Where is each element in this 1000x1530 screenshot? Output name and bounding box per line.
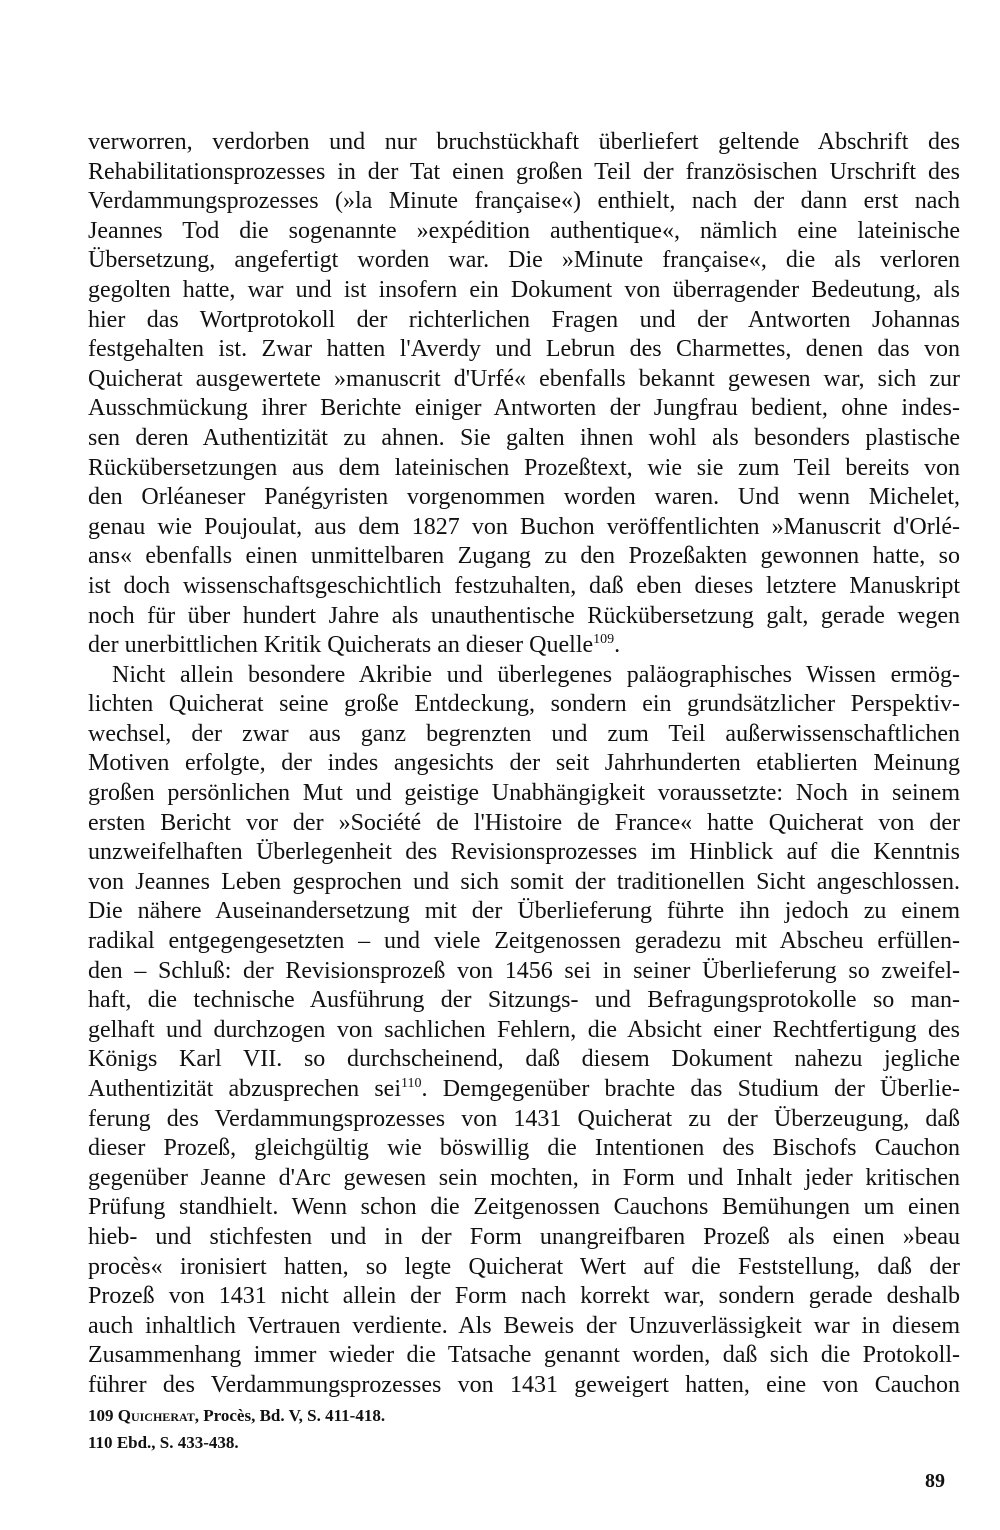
text-line: noch für über hundert Jahre als unauthentische Rückübersetzung galt, gerade wegen <box>88 602 960 629</box>
text-line: verworren, verdorben und nur bruchstückhaft überliefert geltende Abschrift des <box>88 129 960 155</box>
text-line: den Orléaneser Panégyristen vorgenommen worden waren. Und wenn Michelet, <box>88 484 960 511</box>
paragraph-start-line: Nicht allein besondere Akribie und überlegenes paläographisches Wissen ermög- <box>112 661 960 688</box>
text-line: Quicherat ausgewertete »manuscrit d'Urfé« ebenfalls bekannt gewesen war, sich zur <box>88 365 960 392</box>
text-line: dieser Prozeß, gleichgültig wie böswillig die Intentionen des Bischofs Cauchon <box>88 1135 960 1162</box>
text-line: Übersetzung, angefertigt worden war. Die »Minute française«, die als verloren <box>88 247 960 274</box>
text-line: Rückübersetzungen aus dem lateinischen Prozeßtext, wie sie zum Teil bereits von <box>88 454 960 481</box>
text-line: radikal entgegengesetzten – und viele Zeitgenossen geradezu mit Abscheu erfüllen- <box>88 928 960 955</box>
text-line: der unerbittlichen Kritik Quicherats an dieser Quelle$^{109}$. <box>88 632 621 659</box>
text-line: gegenüber Jeanne d'Arc gewesen sein mochten, in Form und Inhalt jeder kritischen <box>88 1164 960 1191</box>
text-line: hieb- und stichfesten und in der Form unangreifbaren Prozeß als einen »beau <box>88 1223 960 1250</box>
text-line: unzweifelhaften Überlegenheit des Revisionsprozesses im Hinblick auf die Kenntnis <box>88 839 960 866</box>
text-line: Zusammenhang immer wieder die Tatsache genannt worden, daß sich die Protokoll- <box>88 1342 960 1369</box>
footnote-ref-110[interactable]: 110 <box>401 1076 422 1091</box>
text-line: den – Schluß: der Revisionsprozeß von 1456 sei in seiner Überlieferung so zweifel- <box>88 957 960 984</box>
text-segment: Authentizität abzusprechen sei <box>88 1076 401 1102</box>
text-line: Prüfung standhielt. Wenn schon die Zeitgenossen Cauchons Bemühungen um einen <box>88 1194 960 1221</box>
text-line: procès« ironisiert hatten, so legte Quicherat Wert auf die Feststellung, daß der <box>88 1253 960 1280</box>
text-line: sen deren Authentizität zu ahnen. Sie galten ihnen wohl als besonders plastische <box>88 424 960 451</box>
footnote-109 <box>88 1402 960 1429</box>
footnote-text: , Procès, Bd. V, S. 411-418. <box>194 1406 386 1425</box>
text-line: auch inhaltlich Vertrauen verdiente. Als Beweis der Unzuverlässigkeit war in diesem <box>88 1312 960 1339</box>
text-line: von Jeannes Leben gesprochen und sich somit der traditionellen Sicht angeschlossen. <box>88 868 960 895</box>
text-line: Königs Karl VII. so durchscheinend, daß diesem Dokument nahezu jegliche <box>88 1046 960 1073</box>
text-line: genau wie Poujoulat, aus dem 1827 von Buchon veröffentlichten »Manuscrit d'Orlé- <box>88 513 960 540</box>
text-line: Jeannes Tod die sogenannte »expédition authentique«, nämlich eine lateinische <box>88 217 960 244</box>
text-line: haft, die technische Ausführung der Sitzungs- und Befragungsprotokolle so man- <box>88 987 960 1014</box>
footnotes <box>88 1402 960 1456</box>
text-line: ferung des Verdammungsprozesses von 1431 Quicherat zu der Überzeugung, daß <box>88 1105 960 1132</box>
text-line: Ausschmückung ihrer Berichte einiger Antworten der Jungfrau bedient, ohne indes- <box>88 395 960 422</box>
footnote-number: 109 <box>88 1406 114 1425</box>
text-line: großen persönlichen Mut und geistige Unabhängigkeit voraussetzte: Noch in seinem <box>88 780 960 807</box>
text-line: gegolten hatte, war und ist insofern ein Dokument von überragender Bedeutung, als <box>88 276 960 303</box>
text-line: Prozeß von 1431 nicht allein der Form nach korrekt war, sondern gerade deshalb <box>88 1283 960 1310</box>
page-number: 89 <box>925 1470 945 1492</box>
text-line: gelhaft und durchzogen von sachlichen Fehlern, die Absicht einer Rechtfertigung des <box>88 1016 960 1043</box>
footnote-ref-109[interactable]: 109 <box>593 632 615 648</box>
text-segment: der unerbittlichen Kritik Quicherats an dieser Quelle <box>88 632 594 659</box>
body-text <box>88 128 960 1401</box>
text-line: Die nähere Auseinandersetzung mit der Überlieferung führte ihn jedoch zu einem <box>88 898 960 925</box>
footnote-110 <box>88 1429 960 1456</box>
text-line: Verdammungsprozesses (»la Minute française«) enthielt, nach der dann erst nach <box>88 188 960 215</box>
footnote-author: Quicherat <box>117 1406 195 1425</box>
text-segment: Demgegenüber brachte das Studium der Überlie- <box>442 1076 960 1102</box>
footnote-number: 110 <box>88 1433 113 1452</box>
text-line: Motiven erfolgte, der indes angesichts der seit Jahrhunderten etablierten Meinung <box>88 750 960 777</box>
text-line: Rehabilitationsprozesses in der Tat einen großen Teil der französischen Urschrift des <box>88 158 960 185</box>
text-line: lichten Quicherat seine große Entdeckung, sondern ein grundsätzlicher Perspektiv- <box>88 691 960 718</box>
text-line: festgehalten ist. Zwar hatten l'Averdy und Lebrun des Charmettes, denen das von <box>88 336 960 363</box>
text-line: ersten Bericht vor der »Société de l'Histoire de France« hatte Quicherat von der <box>88 809 960 836</box>
text-line: ans« ebenfalls einen unmittelbaren Zugang zu den Prozeßakten gewonnen hatte, so <box>88 543 960 570</box>
text-line: wechsel, der zwar aus ganz begrenzten und zum Teil außerwissenschaftlichen <box>88 720 960 747</box>
text-line: ist doch wissenschaftsgeschichtlich festzuhalten, daß eben dieses letztere Manuskript <box>88 572 960 599</box>
text-line: hier das Wortprotokoll der richterlichen Fragen und der Antworten Johannas <box>88 306 960 333</box>
text-line: führer des Verdammungsprozesses von 1431 geweigert hatten, eine von Cauchon <box>88 1371 960 1398</box>
text-line: Authentizität abzusprechen sei$^{110}$. Demgegenüber brachte das Studium der Überlie- <box>88 1076 960 1102</box>
footnote-text: Ebd., S. 433-438. <box>116 1433 239 1452</box>
